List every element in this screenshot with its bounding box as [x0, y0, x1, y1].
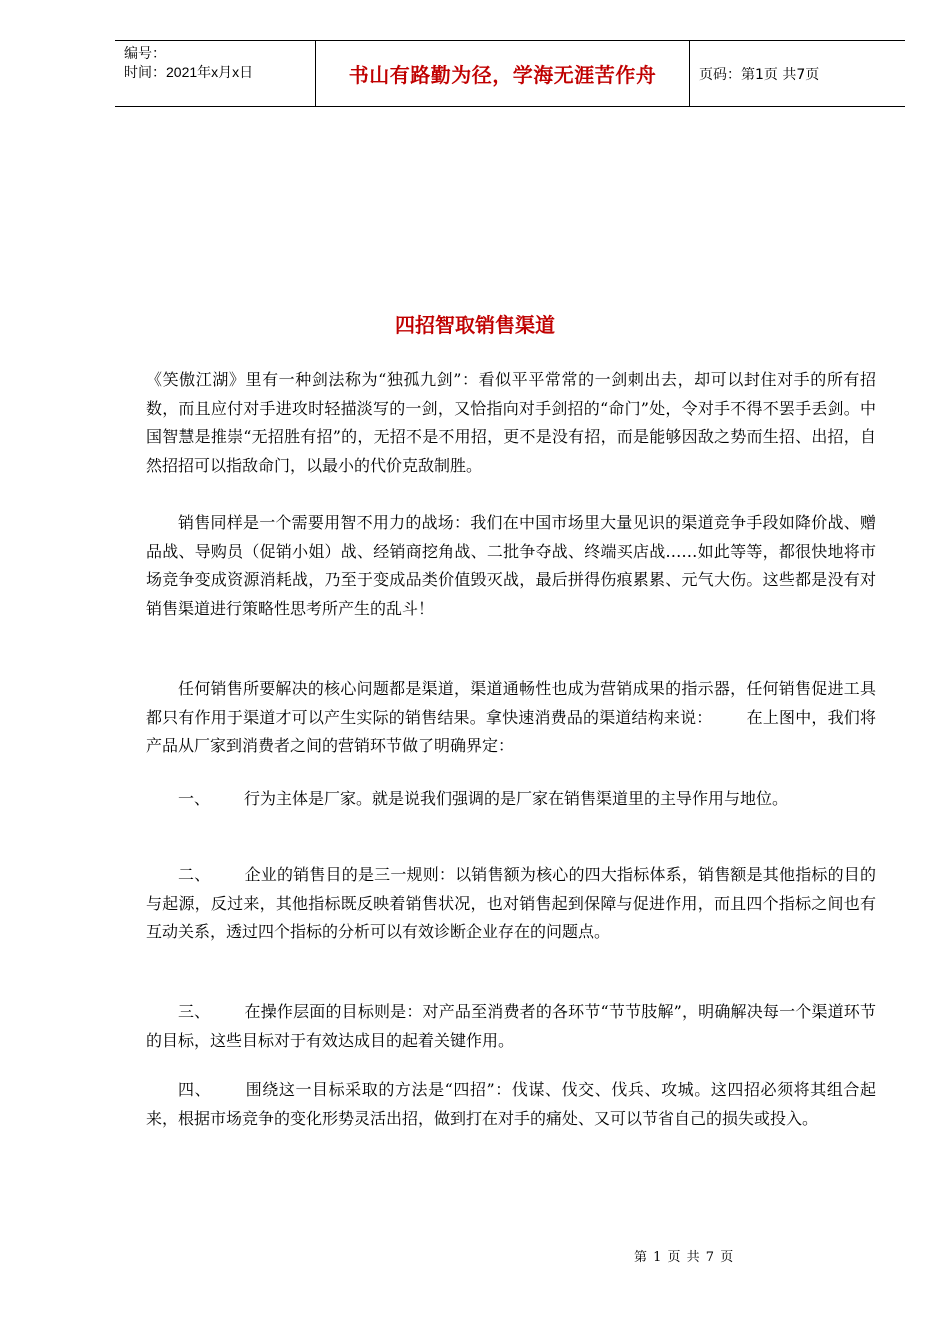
paragraph-intro: 《笑傲江湖》里有一种剑法称为“独孤九剑”：看似平平常常的一剑刺出去，却可以封住对手的所有招数，而且应付对手进攻时轻描淡写的一剑，又恰指向对手剑招的“命门”处，令对手不得不罢手丢剑。中国智慧是推崇“无招胜有招”的，无招不是不用招，更不是没有招，而是能够因敌之势而生招、出招，自然招招可以指敌命门，以最小的代价克敌制胜。 — [146, 370, 876, 475]
channel-core-text: 任何销售所要解决的核心问题都是渠道，渠道通畅性也成为营销成果的指示器，任何销售促进工具都只有作用于渠道才可以产生实际的销售结果。拿快速消费品的渠道结构来说： — [146, 679, 876, 727]
header-motto: 书山有路勤为径，学海无涯苦作舟 — [316, 41, 690, 106]
channel-diagram-note: 在上图中，我们将产品从厂家到消费者之间的营销环节做了明确界定： — [146, 707, 876, 756]
list-item-2 — [146, 861, 876, 947]
page-footer: 第 1 页 共 7 页 — [634, 1250, 735, 1265]
list-item-4-number: 四、 — [178, 1080, 212, 1099]
number-label: 编号： — [124, 45, 166, 61]
time-label: 时间：2021年x月x日 — [124, 64, 254, 80]
header-page-info: 页码：第1页 共7页 — [699, 66, 820, 83]
header-meta-cell — [115, 41, 316, 106]
list-item-2-number: 二、 — [178, 865, 211, 884]
list-item-1 — [146, 785, 876, 814]
paragraph-battlefield: 销售同样是一个需要用智不用力的战场：我们在中国市场里大量见识的渠道竞争手段如降价战、赠品战、导购员（促销小姐）战、经销商挖角战、二批争夺战、终端买店战……如此等等，都很快地将市场竞争变成资源消耗战，乃至于变成品类价值毁灭战，最后拼得伤痕累累、元气大伤。这些都是没有对销售渠道进行策略性思考所产生的乱斗！ — [146, 513, 876, 618]
list-item-3 — [146, 998, 876, 1055]
paragraph-channel-core — [146, 675, 876, 761]
document-title: 四招智取销售渠道 — [395, 313, 555, 337]
list-item-1-text: 行为主体是厂家。就是说我们强调的是厂家在销售渠道里的主导作用与地位。 — [244, 789, 789, 808]
list-item-3-number: 三、 — [178, 1002, 211, 1021]
document-header — [115, 40, 905, 107]
list-item-3-text: 在操作层面的目标则是：对产品至消费者的各环节“节节肢解”，明确解决每一个渠道环节的目标，这些目标对于有效达成目的起着关键作用。 — [146, 1002, 876, 1050]
list-item-2-text: 企业的销售目的是三一规则：以销售额为核心的四大指标体系，销售额是其他指标的目的与起源，反过来，其他指标既反映着销售状况，也对销售起到保障与促进作用，而且四个指标之间也有互动关系，透过四个指标的分析可以有效诊断企业存在的问题点。 — [146, 865, 876, 942]
list-item-4-text: 围绕这一目标采取的方法是“四招”：伐谋、伐交、伐兵、攻城。这四招必须将其组合起来，根据市场竞争的变化形势灵活出招，做到打在对手的痛处、又可以节省自己的损失或投入。 — [146, 1080, 876, 1128]
list-item-1-number: 一、 — [178, 789, 211, 808]
list-item-4 — [146, 1076, 876, 1133]
